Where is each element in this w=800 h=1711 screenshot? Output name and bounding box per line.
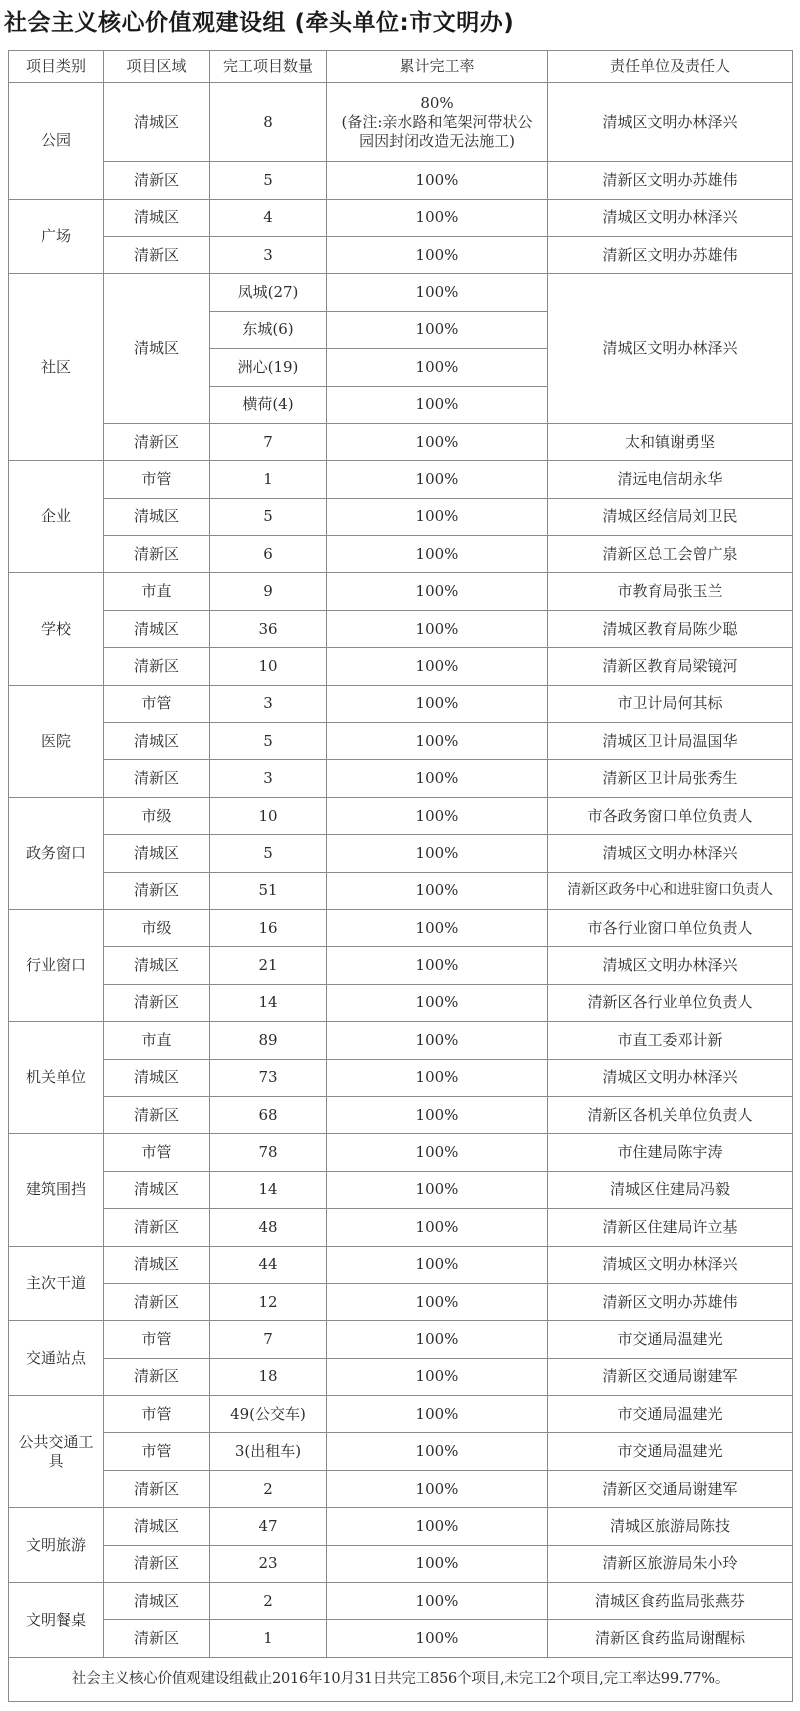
header-rate: 累计完工率 (327, 51, 548, 83)
area-cell: 清新区 (104, 1209, 210, 1246)
rate-cell: 100% (327, 274, 548, 311)
responsible-cell: 清新区各行业单位负责人 (548, 984, 793, 1021)
count-cell: 47 (210, 1508, 327, 1545)
rate-cell: 100% (327, 797, 548, 834)
rate-cell: 100% (327, 1583, 548, 1620)
rate-cell: 100% (327, 1321, 548, 1358)
area-cell: 清城区 (104, 1246, 210, 1283)
count-cell: 2 (210, 1583, 327, 1620)
table-row (9, 236, 793, 273)
count-cell: 51 (210, 872, 327, 909)
count-cell: 1 (210, 1620, 327, 1658)
category-cell: 企业 (9, 461, 104, 573)
rate-cell: 100% (327, 723, 548, 760)
responsible-cell: 清城区教育局陈少聪 (548, 610, 793, 647)
responsible-cell: 清新区文明办苏雄伟 (548, 236, 793, 273)
area-cell: 清新区 (104, 1283, 210, 1320)
responsible-cell: 清城区文明办林泽兴 (548, 83, 793, 162)
count-cell: 7 (210, 1321, 327, 1358)
table-row (9, 1470, 793, 1507)
count-cell: 21 (210, 947, 327, 984)
table-row (9, 984, 793, 1021)
area-cell: 清城区 (104, 1583, 210, 1620)
area-cell: 市管 (104, 685, 210, 722)
area-cell: 清城区 (104, 498, 210, 535)
responsible-cell: 市卫计局何其标 (548, 685, 793, 722)
rate-cell: 100% (327, 872, 548, 909)
rate-cell: 100% (327, 311, 548, 348)
rate-cell: 100% (327, 835, 548, 872)
area-cell: 清城区 (104, 610, 210, 647)
rate-cell: 100% (327, 536, 548, 573)
rate-cell: 100% (327, 984, 548, 1021)
count-cell: 89 (210, 1022, 327, 1059)
table-row (9, 1583, 793, 1620)
area-cell: 市级 (104, 797, 210, 834)
header-responsible: 责任单位及责任人 (548, 51, 793, 83)
rate-cell: 100% (327, 162, 548, 199)
table-row (9, 1209, 793, 1246)
rate-cell: 100% (327, 1059, 548, 1096)
table-row (9, 1358, 793, 1395)
count-cell: 68 (210, 1096, 327, 1133)
category-cell: 社区 (9, 274, 104, 461)
table-row (9, 1022, 793, 1059)
category-cell: 主次干道 (9, 1246, 104, 1321)
category-cell: 广场 (9, 199, 104, 274)
footer-row (9, 1658, 793, 1702)
area-cell: 清城区 (104, 835, 210, 872)
table-row (9, 910, 793, 947)
table-row (9, 536, 793, 573)
area-cell: 清新区 (104, 1470, 210, 1507)
count-cell: 48 (210, 1209, 327, 1246)
responsible-cell: 清远电信胡永华 (548, 461, 793, 498)
table-row (9, 1396, 793, 1433)
count-cell: 16 (210, 910, 327, 947)
area-cell: 市管 (104, 1433, 210, 1470)
responsible-cell: 清新区卫计局张秀生 (548, 760, 793, 797)
table-row (9, 1171, 793, 1208)
area-cell: 清新区 (104, 872, 210, 909)
area-cell: 清新区 (104, 1545, 210, 1582)
area-cell: 市直 (104, 1022, 210, 1059)
category-cell: 文明旅游 (9, 1508, 104, 1583)
rate-cell: 100% (327, 1545, 548, 1582)
responsible-cell: 市直工委邓计新 (548, 1022, 793, 1059)
responsible-cell: 市交通局温建光 (548, 1321, 793, 1358)
table-row (9, 461, 793, 498)
responsible-cell: 清城区食药监局张燕芬 (548, 1583, 793, 1620)
table-row (9, 1059, 793, 1096)
table-row (9, 423, 793, 460)
responsible-cell: 清新区住建局许立基 (548, 1209, 793, 1246)
count-cell: 10 (210, 797, 327, 834)
header-row (9, 51, 793, 83)
responsible-cell: 清城区文明办林泽兴 (548, 835, 793, 872)
area-cell: 清城区 (104, 723, 210, 760)
responsible-cell: 清城区旅游局陈技 (548, 1508, 793, 1545)
table-row (9, 1508, 793, 1545)
area-cell: 清新区 (104, 1358, 210, 1395)
table-row (9, 1620, 793, 1658)
rate-cell: 100% (327, 498, 548, 535)
area-cell: 清新区 (104, 423, 210, 460)
category-cell: 政务窗口 (9, 797, 104, 909)
responsible-cell: 市教育局张玉兰 (548, 573, 793, 610)
count-cell: 14 (210, 1171, 327, 1208)
responsible-cell: 太和镇谢勇坚 (548, 423, 793, 460)
rate-cell (327, 83, 548, 162)
area-cell: 清新区 (104, 236, 210, 273)
rate-cell: 100% (327, 1096, 548, 1133)
responsible-cell: 清新区文明办苏雄伟 (548, 162, 793, 199)
table-row (9, 797, 793, 834)
responsible-cell: 清新区交通局谢建军 (548, 1358, 793, 1395)
summary-note: 社会主义核心价值观建设组截止2016年10月31日共完工856个项目,未完工2个项目,完工率达99.77%。 (9, 1658, 793, 1702)
responsible-cell: 清新区旅游局朱小玲 (548, 1545, 793, 1582)
rate-cell: 100% (327, 1283, 548, 1320)
rate-note: (备注:亲水路和笔架河带状公园因封闭改造无法施工) (341, 112, 533, 150)
table-row (9, 835, 793, 872)
area-cell: 清城区 (104, 947, 210, 984)
rate-cell: 100% (327, 1171, 548, 1208)
area-cell: 市管 (104, 1321, 210, 1358)
category-cell: 建筑围挡 (9, 1134, 104, 1246)
rate-cell: 100% (327, 386, 548, 423)
rate-cell: 100% (327, 648, 548, 685)
table-row (9, 723, 793, 760)
rate-cell: 100% (327, 1246, 548, 1283)
count-cell: 5 (210, 498, 327, 535)
responsible-cell: 清城区文明办林泽兴 (548, 199, 793, 236)
category-cell: 行业窗口 (9, 910, 104, 1022)
rate-cell: 100% (327, 760, 548, 797)
rate-cell: 100% (327, 685, 548, 722)
count-cell: 3 (210, 236, 327, 273)
table-row (9, 199, 793, 236)
page-title: 社会主义核心价值观建设组 (牵头单位:市文明办) (4, 10, 515, 36)
area-cell: 市直 (104, 573, 210, 610)
count-cell: 18 (210, 1358, 327, 1395)
count-cell: 5 (210, 835, 327, 872)
count-cell: 3 (210, 760, 327, 797)
table-row (9, 274, 793, 311)
table-row (9, 872, 793, 909)
category-cell: 机关单位 (9, 1022, 104, 1134)
header-count: 完工项目数量 (210, 51, 327, 83)
count-cell: 3 (210, 685, 327, 722)
responsible-cell: 清新区教育局梁镜河 (548, 648, 793, 685)
count-cell: 8 (210, 83, 327, 162)
rate-cell: 100% (327, 1433, 548, 1470)
table-row (9, 648, 793, 685)
responsible-cell: 清新区各机关单位负责人 (548, 1096, 793, 1133)
area-cell: 清新区 (104, 162, 210, 199)
responsible-cell: 清城区文明办林泽兴 (548, 274, 793, 424)
rate-cell: 100% (327, 910, 548, 947)
rate-value: 80% (420, 93, 454, 112)
count-cell: 5 (210, 723, 327, 760)
count-cell: 2 (210, 1470, 327, 1507)
rate-cell: 100% (327, 610, 548, 647)
count-cell: 6 (210, 536, 327, 573)
count-cell: 凤城(27) (210, 274, 327, 311)
area-cell: 清新区 (104, 536, 210, 573)
header-area: 项目区域 (104, 51, 210, 83)
area-cell: 清城区 (104, 199, 210, 236)
responsible-cell: 市各行业窗口单位负责人 (548, 910, 793, 947)
project-table (8, 50, 793, 1702)
count-cell: 36 (210, 610, 327, 647)
responsible-cell: 清新区文明办苏雄伟 (548, 1283, 793, 1320)
rate-cell: 100% (327, 1358, 548, 1395)
count-cell: 73 (210, 1059, 327, 1096)
count-cell: 1 (210, 461, 327, 498)
area-cell: 市管 (104, 461, 210, 498)
responsible-cell: 市交通局温建光 (548, 1396, 793, 1433)
table-body (9, 83, 793, 1658)
area-cell: 市级 (104, 910, 210, 947)
count-cell: 5 (210, 162, 327, 199)
table-row (9, 162, 793, 199)
count-cell: 9 (210, 573, 327, 610)
rate-cell: 100% (327, 573, 548, 610)
rate-cell: 100% (327, 947, 548, 984)
table-row (9, 1283, 793, 1320)
rate-cell: 100% (327, 199, 548, 236)
count-cell: 78 (210, 1134, 327, 1171)
category-cell: 文明餐桌 (9, 1583, 104, 1658)
category-cell: 医院 (9, 685, 104, 797)
rate-cell: 100% (327, 349, 548, 386)
table-row (9, 1321, 793, 1358)
area-cell: 市管 (104, 1134, 210, 1171)
category-cell: 公共交通工具 (9, 1396, 104, 1508)
rate-cell: 100% (327, 236, 548, 273)
rate-cell: 100% (327, 1022, 548, 1059)
table-row (9, 83, 793, 162)
area-cell: 清新区 (104, 1620, 210, 1658)
area-cell: 清城区 (104, 1059, 210, 1096)
rate-cell: 100% (327, 1508, 548, 1545)
responsible-cell: 市住建局陈宇涛 (548, 1134, 793, 1171)
rate-cell: 100% (327, 1620, 548, 1658)
count-cell: 7 (210, 423, 327, 460)
count-cell: 12 (210, 1283, 327, 1320)
table-row (9, 610, 793, 647)
category-cell: 学校 (9, 573, 104, 685)
responsible-cell: 清新区总工会曾广泉 (548, 536, 793, 573)
count-cell: 4 (210, 199, 327, 236)
count-cell: 14 (210, 984, 327, 1021)
rate-cell: 100% (327, 1209, 548, 1246)
count-cell: 东城(6) (210, 311, 327, 348)
area-cell: 市管 (104, 1396, 210, 1433)
table-row (9, 1433, 793, 1470)
responsible-cell: 市交通局温建光 (548, 1433, 793, 1470)
rate-cell: 100% (327, 1134, 548, 1171)
count-cell: 49(公交车) (210, 1396, 327, 1433)
area-cell: 清新区 (104, 984, 210, 1021)
table-row (9, 760, 793, 797)
area-cell: 清新区 (104, 1096, 210, 1133)
count-cell: 10 (210, 648, 327, 685)
table-row (9, 1545, 793, 1582)
area-cell: 清城区 (104, 274, 210, 424)
area-cell: 清城区 (104, 83, 210, 162)
table-row (9, 573, 793, 610)
responsible-cell: 市各政务窗口单位负责人 (548, 797, 793, 834)
count-cell: 23 (210, 1545, 327, 1582)
count-cell: 3(出租车) (210, 1433, 327, 1470)
responsible-cell: 清新区交通局谢建军 (548, 1470, 793, 1507)
table-row (9, 1246, 793, 1283)
responsible-cell: 清城区文明办林泽兴 (548, 1246, 793, 1283)
rate-cell: 100% (327, 461, 548, 498)
area-cell: 清城区 (104, 1171, 210, 1208)
rate-cell: 100% (327, 1470, 548, 1507)
area-cell: 清城区 (104, 1508, 210, 1545)
responsible-cell: 清新区政务中心和进驻窗口负责人 (548, 872, 793, 909)
count-cell: 44 (210, 1246, 327, 1283)
area-cell: 清新区 (104, 648, 210, 685)
table-row (9, 1096, 793, 1133)
responsible-cell: 清城区文明办林泽兴 (548, 947, 793, 984)
table-row (9, 947, 793, 984)
count-cell: 洲心(19) (210, 349, 327, 386)
category-cell: 交通站点 (9, 1321, 104, 1396)
responsible-cell: 清城区卫计局温国华 (548, 723, 793, 760)
responsible-cell: 清城区文明办林泽兴 (548, 1059, 793, 1096)
area-cell: 清新区 (104, 760, 210, 797)
responsible-cell: 清城区经信局刘卫民 (548, 498, 793, 535)
responsible-cell: 清城区住建局冯毅 (548, 1171, 793, 1208)
header-category: 项目类别 (9, 51, 104, 83)
table-row (9, 498, 793, 535)
responsible-cell: 清新区食药监局谢醒标 (548, 1620, 793, 1658)
rate-cell: 100% (327, 1396, 548, 1433)
count-cell: 横荷(4) (210, 386, 327, 423)
rate-cell: 100% (327, 423, 548, 460)
category-cell: 公园 (9, 83, 104, 200)
table-row (9, 685, 793, 722)
table-row (9, 1134, 793, 1171)
